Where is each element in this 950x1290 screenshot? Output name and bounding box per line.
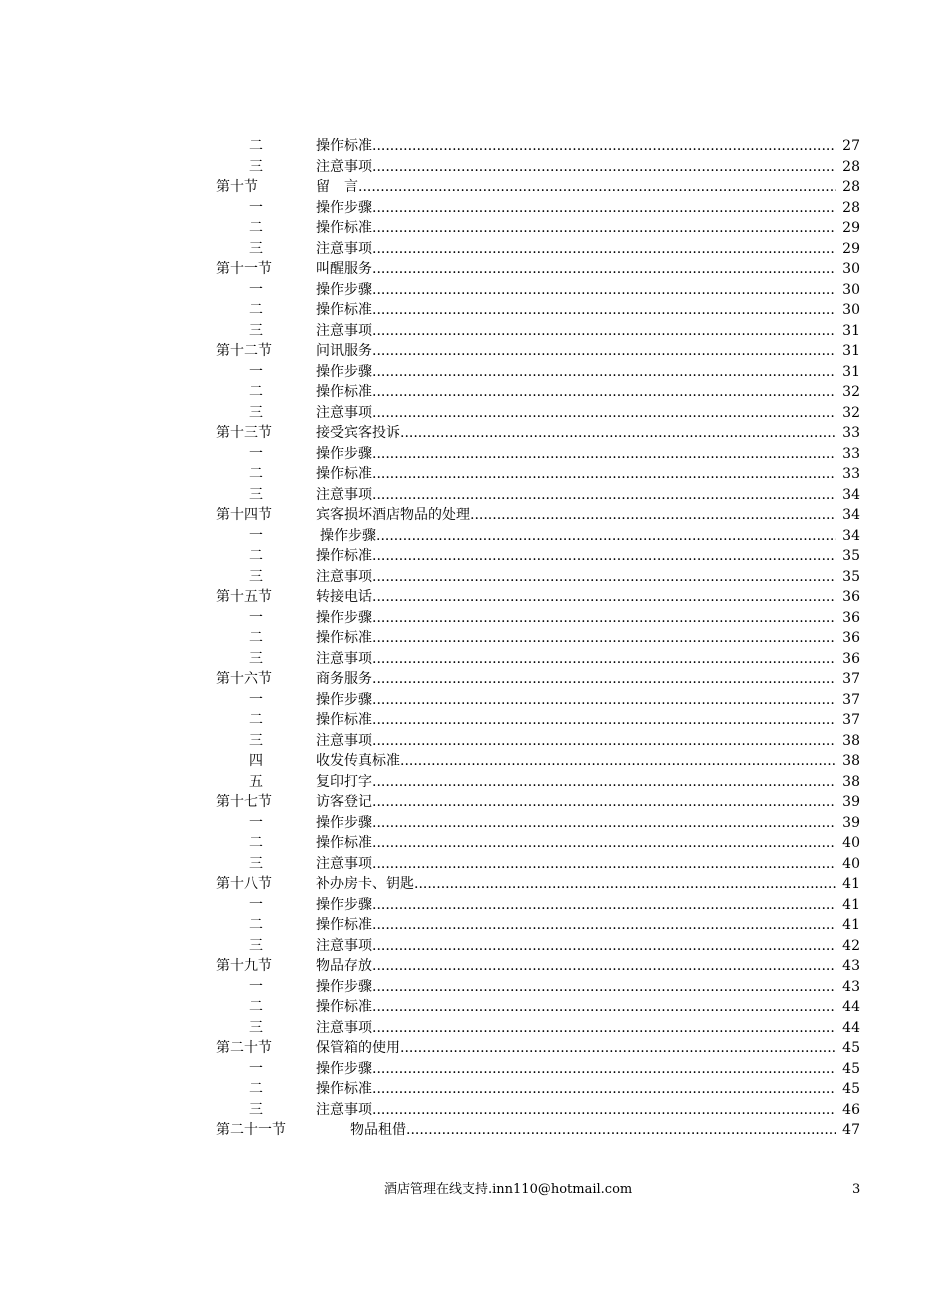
- dot-leader: [372, 608, 836, 629]
- toc-entry: [216, 936, 860, 957]
- section-number: 第十六节: [216, 671, 272, 687]
- entry-page-number: 45: [841, 1059, 860, 1080]
- item-number: 三: [249, 322, 263, 339]
- toc-entry: [216, 792, 860, 813]
- dot-leader: [372, 259, 836, 280]
- entry-title: 操作步骤: [316, 363, 372, 380]
- item-number: 三: [249, 486, 263, 503]
- entry-title: 注意事项: [316, 937, 372, 954]
- dot-leader: [372, 1100, 836, 1121]
- section-number: 第十二节: [216, 343, 272, 359]
- entry-title: 注意事项: [316, 855, 372, 872]
- dot-leader: [372, 690, 836, 711]
- item-number: 二: [249, 466, 263, 482]
- entry-title: 操作步骤: [316, 978, 372, 995]
- dot-leader: [372, 1079, 836, 1100]
- toc-entry: [216, 444, 860, 465]
- toc-entry-line: [316, 874, 860, 895]
- entry-title: 转接电话: [316, 589, 372, 605]
- toc-entry-line: [316, 300, 860, 321]
- section-number: 第十四节: [216, 507, 272, 523]
- item-number: 二: [249, 548, 263, 564]
- entry-page-number: 41: [841, 895, 860, 916]
- toc-entry-line: [316, 649, 860, 670]
- entry-page-number: 41: [841, 874, 860, 895]
- entry-page-number: 34: [841, 505, 860, 526]
- dot-leader: [372, 587, 836, 608]
- toc-entry-line: [316, 854, 860, 875]
- dot-leader: [372, 1018, 836, 1039]
- toc-entry-line: [316, 1100, 860, 1121]
- toc-entry-line: [316, 1059, 860, 1080]
- dot-leader: [372, 956, 836, 977]
- toc-entry-line: [316, 792, 860, 813]
- toc-entry-line: [316, 382, 860, 403]
- entry-title: 注意事项: [316, 1019, 372, 1036]
- entry-page-number: 45: [841, 1038, 860, 1059]
- toc-entry: [216, 1079, 860, 1100]
- toc-entry-line: [316, 1038, 860, 1059]
- dot-leader: [372, 485, 836, 506]
- section-number: 第十八节: [216, 876, 272, 892]
- toc-entry: [216, 239, 860, 260]
- entry-page-number: 47: [841, 1120, 860, 1141]
- dot-leader: [372, 136, 836, 157]
- toc-entry: [216, 669, 860, 690]
- entry-title: 收发传真标准: [316, 753, 400, 769]
- dot-leader: [372, 546, 836, 567]
- item-number: 一: [249, 363, 263, 380]
- entry-page-number: 35: [841, 546, 860, 567]
- entry-title: 操作标准: [316, 138, 372, 154]
- toc-entry: [216, 772, 860, 793]
- toc-entry-line: [316, 895, 860, 916]
- item-number: 三: [249, 855, 263, 872]
- dot-leader: [376, 526, 836, 547]
- entry-page-number: 39: [841, 792, 860, 813]
- entry-page-number: 45: [841, 1079, 860, 1100]
- entry-page-number: 43: [841, 956, 860, 977]
- page-number: 3: [852, 1182, 861, 1197]
- toc-entry-line: [316, 259, 860, 280]
- dot-leader: [372, 198, 836, 219]
- dot-leader: [372, 731, 836, 752]
- item-number: 二: [249, 999, 263, 1015]
- entry-title: 操作标准: [316, 917, 372, 933]
- item-number: 三: [249, 1101, 263, 1118]
- dot-leader: [372, 464, 836, 485]
- entry-title: 访客登记: [316, 794, 372, 810]
- toc-entry-line: [316, 321, 860, 342]
- item-number: 一: [249, 896, 263, 913]
- toc-entry: [216, 1018, 860, 1039]
- toc-entry: [216, 259, 860, 280]
- entry-page-number: 37: [841, 690, 860, 711]
- item-number: 二: [249, 138, 263, 154]
- item-number: 二: [249, 917, 263, 933]
- entry-title: 注意事项: [316, 1101, 372, 1118]
- entry-page-number: 33: [841, 444, 860, 465]
- entry-title: 操作标准: [316, 548, 372, 564]
- toc-entry: [216, 157, 860, 178]
- item-number: 三: [249, 568, 263, 585]
- toc-entry: [216, 854, 860, 875]
- entry-title: 操作标准: [316, 630, 372, 646]
- item-number: 二: [249, 384, 263, 400]
- dot-leader: [372, 813, 836, 834]
- toc-entry-line: [316, 177, 860, 198]
- toc-entry-line: [316, 444, 860, 465]
- toc-entry-line: [316, 731, 860, 752]
- toc-entry-line: [316, 485, 860, 506]
- entry-title: 操作步骤: [316, 281, 372, 298]
- dot-leader: [372, 977, 836, 998]
- entry-title: 操作步骤: [320, 527, 376, 544]
- footer-text: 酒店管理在线支持.inn110@hotmail.com: [384, 1182, 633, 1197]
- item-number: 三: [249, 240, 263, 257]
- item-number: 一: [249, 445, 263, 462]
- toc-entry: [216, 321, 860, 342]
- entry-title: 注意事项: [316, 568, 372, 585]
- dot-leader: [372, 936, 836, 957]
- toc-entry-line: [316, 423, 860, 444]
- dot-leader: [372, 300, 836, 321]
- toc-entry-line: [316, 280, 860, 301]
- dot-leader: [372, 915, 836, 936]
- toc-entry: [216, 382, 860, 403]
- entry-page-number: 31: [841, 321, 860, 342]
- section-number: 第十九节: [216, 958, 272, 974]
- entry-page-number: 31: [841, 341, 860, 362]
- toc-entry: [216, 218, 860, 239]
- toc-entry-line: [316, 751, 860, 772]
- toc-entry: [216, 895, 860, 916]
- entry-page-number: 38: [841, 772, 860, 793]
- toc-entry: [216, 977, 860, 998]
- toc-entry-line: [316, 813, 860, 834]
- entry-page-number: 44: [841, 1018, 860, 1039]
- entry-page-number: 46: [841, 1100, 860, 1121]
- dot-leader: [372, 218, 836, 239]
- item-number: 一: [249, 978, 263, 995]
- entry-page-number: 30: [841, 300, 860, 321]
- entry-title: 注意事项: [316, 404, 372, 421]
- toc-entry-line: [316, 587, 860, 608]
- item-number: 二: [249, 302, 263, 318]
- entry-title: 操作标准: [316, 466, 372, 482]
- entry-title: 操作步骤: [316, 445, 372, 462]
- item-number: 一: [249, 609, 263, 626]
- toc-entry: [216, 464, 860, 485]
- entry-title: 操作标准: [316, 302, 372, 318]
- entry-title: 注意事项: [316, 486, 372, 503]
- entry-page-number: 38: [841, 731, 860, 752]
- item-number: 二: [249, 712, 263, 728]
- entry-title: 操作步骤: [316, 691, 372, 708]
- toc-entry-line: [316, 505, 860, 526]
- entry-page-number: 32: [841, 382, 860, 403]
- item-number: 四: [249, 753, 263, 769]
- dot-leader: [372, 628, 836, 649]
- entry-title: 问讯服务: [316, 343, 372, 359]
- dot-leader: [372, 669, 836, 690]
- toc-entry: [216, 485, 860, 506]
- entry-page-number: 34: [841, 485, 860, 506]
- toc-entry-line: [316, 464, 860, 485]
- item-number: 三: [249, 937, 263, 954]
- entry-title: 留 言: [316, 179, 358, 195]
- dot-leader: [372, 567, 836, 588]
- toc-entry-line: [316, 833, 860, 854]
- item-number: 一: [249, 814, 263, 831]
- item-number: 三: [249, 158, 263, 175]
- item-number: 二: [249, 1081, 263, 1097]
- toc-entry: [216, 997, 860, 1018]
- entry-page-number: 37: [841, 669, 860, 690]
- entry-title: 注意事项: [316, 158, 372, 175]
- item-number: 一: [249, 281, 263, 298]
- toc-entry: [216, 649, 860, 670]
- toc-entry-line: [316, 567, 860, 588]
- toc-entry-line: [316, 628, 860, 649]
- entry-title: 操作步骤: [316, 896, 372, 913]
- toc-entry-line: [316, 772, 860, 793]
- entry-title: 注意事项: [316, 732, 372, 749]
- entry-page-number: 35: [841, 567, 860, 588]
- toc-entry: [216, 526, 860, 547]
- entry-page-number: 42: [841, 936, 860, 957]
- toc-entry: [216, 423, 860, 444]
- dot-leader: [470, 505, 836, 526]
- toc-entry: [216, 751, 860, 772]
- entry-page-number: 28: [841, 177, 860, 198]
- toc-entry-line: [316, 157, 860, 178]
- dot-leader: [358, 177, 836, 198]
- entry-page-number: 40: [841, 833, 860, 854]
- entry-title: 操作标准: [316, 835, 372, 851]
- toc-entry-line: [316, 218, 860, 239]
- toc-entry-line: [316, 1018, 860, 1039]
- item-number: 三: [249, 404, 263, 421]
- dot-leader: [372, 710, 836, 731]
- dot-leader: [400, 751, 836, 772]
- dot-leader: [372, 382, 836, 403]
- toc-entry: [216, 1038, 860, 1059]
- entry-page-number: 28: [841, 157, 860, 178]
- toc-entry: [216, 1100, 860, 1121]
- toc-entry: [216, 915, 860, 936]
- entry-title: 操作标准: [316, 1081, 372, 1097]
- entry-title: 操作步骤: [316, 609, 372, 626]
- toc-entry: [216, 362, 860, 383]
- item-number: 一: [249, 691, 263, 708]
- toc-entry-line: [320, 526, 860, 547]
- toc-entry-line: [316, 198, 860, 219]
- section-number: 第二十节: [216, 1040, 272, 1056]
- toc-entry: [216, 177, 860, 198]
- dot-leader: [406, 1120, 836, 1141]
- entry-page-number: 33: [841, 464, 860, 485]
- entry-page-number: 30: [841, 280, 860, 301]
- entry-title: 物品租借: [350, 1122, 406, 1138]
- entry-page-number: 41: [841, 915, 860, 936]
- entry-title: 注意事项: [316, 240, 372, 257]
- entry-title: 操作步骤: [316, 814, 372, 831]
- entry-page-number: 34: [841, 526, 860, 547]
- item-number: 一: [249, 1060, 263, 1077]
- toc-entry: [216, 300, 860, 321]
- toc-entry: [216, 587, 860, 608]
- toc-entry-line: [316, 403, 860, 424]
- entry-page-number: 27: [841, 136, 860, 157]
- section-number: 第十一节: [216, 261, 272, 277]
- dot-leader: [372, 444, 836, 465]
- toc-entry: [216, 690, 860, 711]
- toc-entry: [216, 280, 860, 301]
- dot-leader: [372, 833, 836, 854]
- dot-leader: [372, 772, 836, 793]
- dot-leader: [372, 341, 836, 362]
- toc-entry: [216, 1120, 860, 1141]
- dot-leader: [372, 239, 836, 260]
- toc-entry-line: [316, 956, 860, 977]
- section-number: 第十五节: [216, 589, 272, 605]
- toc-entry: [216, 731, 860, 752]
- toc-entry: [216, 628, 860, 649]
- toc-entry: [216, 608, 860, 629]
- entry-page-number: 44: [841, 997, 860, 1018]
- toc-entry-line: [316, 936, 860, 957]
- entry-page-number: 43: [841, 977, 860, 998]
- entry-title: 操作标准: [316, 384, 372, 400]
- entry-page-number: 36: [841, 587, 860, 608]
- entry-title: 操作步骤: [316, 199, 372, 216]
- dot-leader: [372, 280, 836, 301]
- item-number: 五: [249, 773, 263, 790]
- toc-entry-line: [316, 362, 860, 383]
- dot-leader: [372, 157, 836, 178]
- toc-entry-line: [316, 546, 860, 567]
- entry-title: 宾客损坏酒店物品的处理: [316, 507, 470, 523]
- section-number: 第十节: [216, 179, 258, 195]
- toc-entry: [216, 403, 860, 424]
- dot-leader: [372, 403, 836, 424]
- toc-entry: [216, 136, 860, 157]
- dot-leader: [400, 423, 836, 444]
- toc-entry-line: [316, 710, 860, 731]
- item-number: 二: [249, 630, 263, 646]
- entry-title: 操作标准: [316, 220, 372, 236]
- entry-page-number: 36: [841, 608, 860, 629]
- toc-entry-line: [316, 239, 860, 260]
- entry-page-number: 28: [841, 198, 860, 219]
- toc-entry: [216, 813, 860, 834]
- entry-page-number: 29: [841, 239, 860, 260]
- entry-title: 保管箱的使用: [316, 1040, 400, 1056]
- item-number: 一: [249, 199, 263, 216]
- dot-leader: [372, 854, 836, 875]
- entry-title: 叫醒服务: [316, 261, 372, 277]
- section-number: 第二十一节: [216, 1122, 286, 1138]
- item-number: 一: [249, 527, 263, 544]
- toc-entry-line: [316, 997, 860, 1018]
- dot-leader: [372, 1059, 836, 1080]
- toc-entry-line: [316, 1079, 860, 1100]
- dot-leader: [414, 874, 836, 895]
- entry-title: 复印打字: [316, 773, 372, 790]
- item-number: 三: [249, 1019, 263, 1036]
- entry-page-number: 36: [841, 649, 860, 670]
- entry-title: 物品存放: [316, 958, 372, 974]
- toc-entry-line: [316, 915, 860, 936]
- toc-entry-line: [316, 690, 860, 711]
- section-number: 第十三节: [216, 425, 272, 441]
- entry-page-number: 36: [841, 628, 860, 649]
- item-number: 三: [249, 732, 263, 749]
- toc-entry-line: [316, 608, 860, 629]
- entry-page-number: 37: [841, 710, 860, 731]
- dot-leader: [372, 649, 836, 670]
- toc-entry: [216, 198, 860, 219]
- toc-entry: [216, 956, 860, 977]
- entry-page-number: 33: [841, 423, 860, 444]
- item-number: 二: [249, 835, 263, 851]
- entry-page-number: 29: [841, 218, 860, 239]
- toc-entry: [216, 833, 860, 854]
- toc-entry-line: [316, 136, 860, 157]
- entry-page-number: 31: [841, 362, 860, 383]
- toc-entry: [216, 341, 860, 362]
- toc-entry-line: [350, 1120, 860, 1141]
- toc-entry-line: [316, 341, 860, 362]
- entry-title: 操作标准: [316, 712, 372, 728]
- dot-leader: [372, 321, 836, 342]
- entry-title: 接受宾客投诉: [316, 425, 400, 441]
- dot-leader: [372, 997, 836, 1018]
- toc-entry: [216, 567, 860, 588]
- entry-page-number: 30: [841, 259, 860, 280]
- entry-page-number: 39: [841, 813, 860, 834]
- item-number: 二: [249, 220, 263, 236]
- item-number: 三: [249, 650, 263, 667]
- toc-entry: [216, 1059, 860, 1080]
- entry-title: 补办房卡、钥匙: [316, 876, 414, 892]
- entry-title: 注意事项: [316, 650, 372, 667]
- toc-entry: [216, 505, 860, 526]
- toc-entry-line: [316, 669, 860, 690]
- entry-title: 操作步骤: [316, 1060, 372, 1077]
- table-of-contents: [216, 136, 860, 1141]
- entry-page-number: 38: [841, 751, 860, 772]
- toc-entry: [216, 874, 860, 895]
- entry-page-number: 32: [841, 403, 860, 424]
- dot-leader: [372, 362, 836, 383]
- entry-title: 操作标准: [316, 999, 372, 1015]
- toc-entry-line: [316, 977, 860, 998]
- dot-leader: [400, 1038, 836, 1059]
- toc-entry: [216, 710, 860, 731]
- toc-entry: [216, 546, 860, 567]
- section-number: 第十七节: [216, 794, 272, 810]
- entry-title: 商务服务: [316, 671, 372, 687]
- dot-leader: [372, 792, 836, 813]
- entry-page-number: 40: [841, 854, 860, 875]
- dot-leader: [372, 895, 836, 916]
- entry-title: 注意事项: [316, 322, 372, 339]
